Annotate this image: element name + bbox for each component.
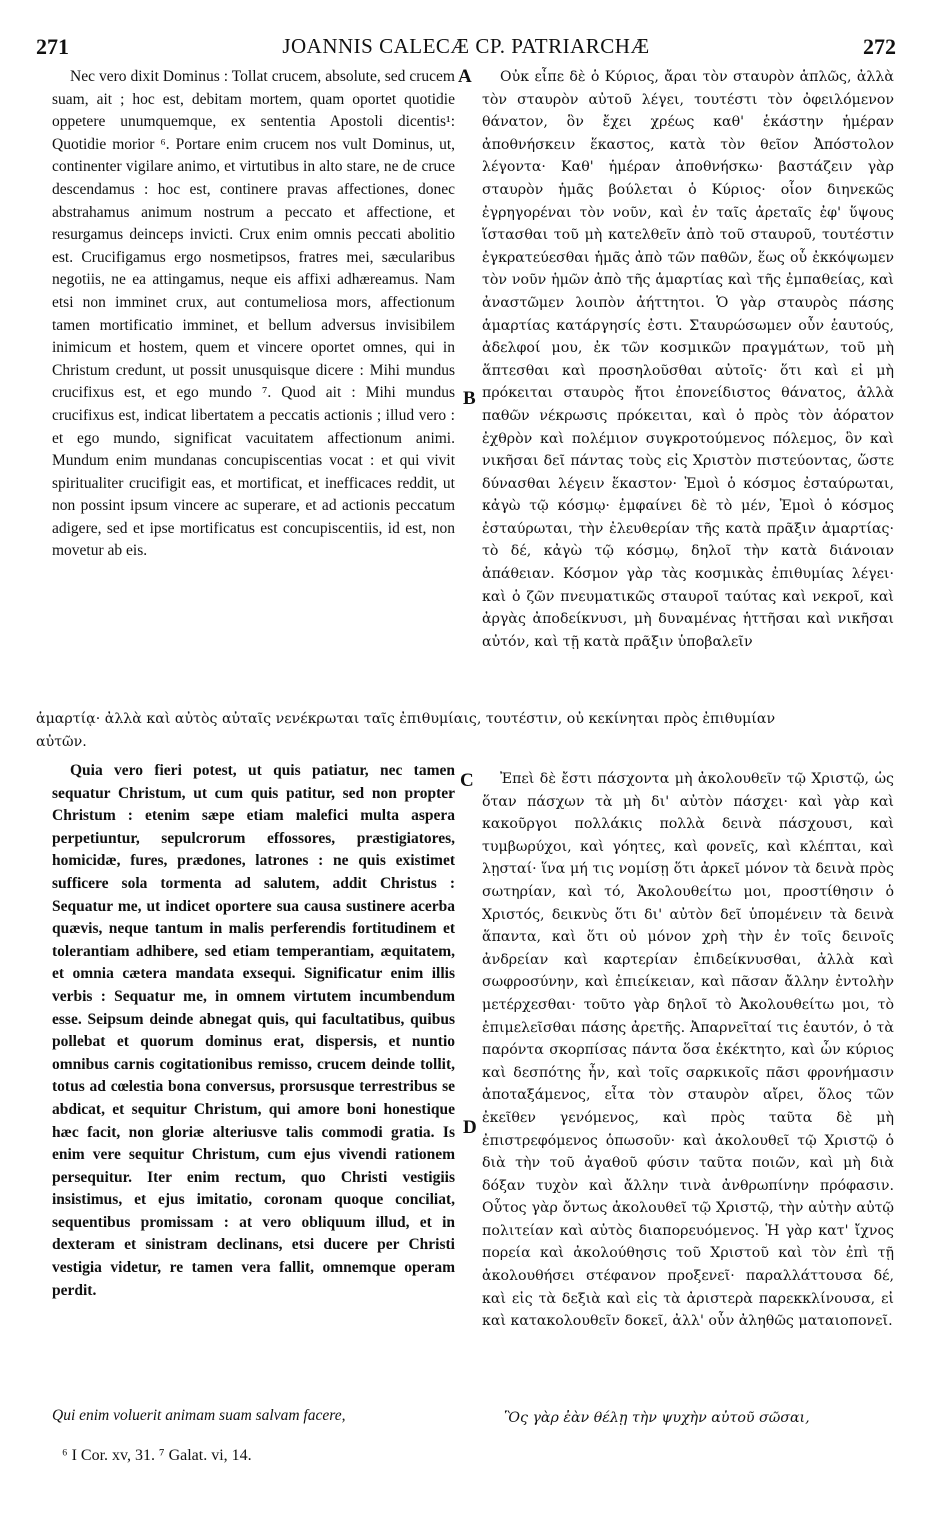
greek-last-line: Ὃς γὰρ ἐὰν θέλῃ τὴν ψυχὴν αὐτοῦ σῶσαι, [504, 1410, 810, 1426]
latin-paragraph-2: Quia vero fieri potest, ut quis patiatur, nec tamen sequatur Christum, ut cum quis patitur, sed non propter Christum : etenim sæpe etiam malefici multa aspera perpetiuntur, sepulcrorum effossores, præstigiatores, homicidæ, fures, prædones, latrones : ne quis existimet sufficere sola tormenta ad salutem, addit Christus : Sequatur me, ut indicet oportere sua causa sustinere acerba quævis, neque tantum in malis perferendis fortitudinem et tolerantiam adhibere, sed etiam temperantiam, æquitatem, et omnia cætera mandata exsequi. Significatur enim illis verbis : Sequatur me, in omnem virtutem incumbendum esse. Seipsum deinde abnegat quis, qui facultatibus, quibus pollebat et quorum dominus erat, dispersis, et nuntio omnibus carnis cogitationibus remisso, crucem deinde tollit, totus ad cœlestia bona conversus, prorsusque terrestribus se abdicat, et sequitur Christum, qui amore boni honestique hæc facit, non gloriæ alteriusve talis commodi gratia. Is enim vere sequitur Christum, cum ejus vivendi rationem persequitur. Iter enim rectum, quo Christi vestigiis insistimus, et ejus imitatio, coronam quoque conciliat, sequentibus promissam : at vero obliquum illud, et in dexteram et sinistram declinans, etsi ducere per Christi vestigia videtur, re tamen vera fallit, omnemque operam perdit. [52, 762, 455, 1299]
page-number-left: 271 [36, 34, 69, 59]
page-number-right: 272 [863, 34, 896, 59]
running-title: JOANNIS CALECÆ CP. PATRIARCHÆ [282, 34, 650, 58]
greek-column-bottom [482, 768, 894, 1403]
footnotes: ⁶ I Cor. xv, 31. ⁷ Galat. vi, 14. [62, 1447, 252, 1464]
greek-column-top [482, 66, 894, 706]
margin-marker-d: D [463, 1117, 477, 1138]
latin-last-line: Qui enim voluerit animam suam salvam facere, [52, 1407, 346, 1424]
greek-paragraph-1: Οὐκ εἶπε δὲ ὁ Κύριος, ἄραι τὸν σταυρὸν ἁπλῶς, ἀλλὰ τὸν σταυρὸν αὐτοῦ λέγει, τουτέστι τὸν ὀφειλόμενον θάνατον, ὃν ἔχει χρέως καθ' ἑκάστην ἡμέραν ἀποθνήσκειν ἕκαστος, κατὰ τὸν θεῖον Ἀπόστολον λέγοντα· Καθ' ἡμέραν ἀποθνήσκω· βαστάζειν γὰρ σταυρὸν ἡμᾶς βούλεται ὁ Κύριος· οἷον διηνεκῶς ἐγρηγορέναι τὸν νοῦν, καὶ ἐν ταῖς ἀρεταῖς ἐφ' ὕψους ἵστασθαι τοῦ μὴ κατελθεῖν ἀπὸ τοῦ σταυροῦ, τουτέστιν ἐγκρατεύεσθαι ἡμᾶς ἀπὸ τῶν παθῶν, ἕως οὗ ἐκκόψωμεν τὸν νοῦν ἡμῶν ἀπὸ τῆς ἁμαρτίας καὶ τῆς ἐμπαθείας, καὶ ἀναστῶμεν λοιπὸν ἀήττητοι. Ὁ γὰρ σταυρὸς πάσης ἁμαρτίας κατάργησίς ἐστι. Σταυρώσωμεν οὖν ἑαυτούς, ἀδελφοί μου, ἐκ τῶν κοσμικῶν πραγμάτων, τοῦ μὴ ἅπτεσθαι καὶ προσηλοῦσθαι αὐτοῖς· ὅτι καὶ εἰ μὴ πρόκειται σταυρὸς ἤτοι ἐπονείδιστος θάνατος, ἀλλὰ παθῶν νέκρωσις πρόκειται, καὶ ὁ πρὸς τὸν ἀόρατον ἐχθρὸν καὶ πολέμιον συγκροτούμενος πόλεμος, ὃν καὶ νικῆσαι δεῖ πάντας τοὺς εἰς Χριστὸν πιστεύοντας, ὥστε δύνασθαι λέγειν ἕκαστον· Ἐμοὶ ὁ κόσμος ἐσταύρωται, κἀγὼ τῷ κόσμῳ· ἐμφαίνει δὲ τὸ μέν, Ἐμοὶ ὁ κόσμος ἐσταύρωται, τὴν ἐλευθερίαν τῆς κατὰ πρᾶξιν ἁμαρτίας· τὸ δέ, κἀγὼ τῷ κόσμῳ, δηλοῖ τὴν κατὰ διάνοιαν ἀπάθειαν. Κόσμον γὰρ τὰς κοσμικὰς ἐπιθυμίας λέγει· καὶ ὁ ζῶν πνευματικῶς σταυροῖ ταύτας καὶ νεκροῖ, καὶ ἀργὰς ἀποδείκνυσι, μὴ δυναμένας ἡττῆσαι καὶ νικῆσαι αὐτόν, καὶ τῇ κατὰ πρᾶξιν ὑποβαλεῖν [482, 69, 894, 650]
greek-span-line-1: ἁμαρτίᾳ· ἀλλὰ καὶ αὐτὸς αὐταῖς νενέκρωται ταῖς ἐπιθυμίαις, τουτέστιν, οὐ κεκίνηται πρὸς ἐπιθυμίαν [36, 711, 776, 727]
running-header [36, 34, 896, 60]
latin-column-top [52, 66, 455, 706]
latin-paragraph-1: Nec vero dixit Dominus : Tollat crucem, absolute, sed crucem suam, ait ; hoc est, debitam mortem, quam oportet quotidie oppetere unumquemque, ex sententia Apostoli dicentis¹: Quotidie morior ⁶. Portare enim crucem nos vult Dominus, ut, continenter vigilare animo, et virtutibus in alto stare, ne de cruce descendamus : hoc est, continere pravas affectiones, donec abstrahamus animum nostrum a peccato et affectione, et resurgamus deinceps invicti. Crux enim omnis peccati abolitio est. Crucifigamus ergo nosmetipsos, fratres mei, sæcularibus negotiis, ne ea attingamus, neque eis affixi adhæreamus. Nam etsi non imminet crux, aut contumeliosa mors, affectionum tamen mortificatio imminet, et bellum adversus invisibilem inimicum et hostem, quem et vincere oportet omnes, qui in Christum credunt, ut possit unusquisque dicere : Mihi mundus crucifixus est, et ego mundo ⁷. Quod ait : Mihi mundus crucifixus est, indicat libertatem a peccatis actionis ; illud vero : et ego mundo, significat vacuitatem affectionum animi. Mundum enim mundanas concupiscentias vocat : et qui vivit spiritualiter crucifigit eas, et mortificat, et inefficaces reddit, ut non possint ipsum vincere ac superare, et ad actionis peccatum adigere, sed et ipse mortificatus est concupiscentiis, id est, non movetur ab eis. [52, 68, 455, 560]
margin-marker-a: A [458, 66, 472, 87]
greek-paragraph-2: Ἐπεὶ δὲ ἔστι πάσχοντα μὴ ἀκολουθεῖν τῷ Χριστῷ, ὡς ὅταν πάσχων τὰ μὴ δι' αὐτὸν πάσχει· καὶ γὰρ καὶ κακοῦργοι πολλάκις πολλὰ δεινὰ πάσχουσι, καὶ τυμβωρύχοι, καὶ γόητες, καὶ φονεῖς, καὶ κλέπται, καὶ λῃσταί· ἵνα μή τις νομίσῃ ὅτι ἀρκεῖ μόνον τὰ δεινὰ πρὸς σωτηρίαν, καὶ τό, Ἀκολουθείτω μοι, προστίθησιν ὁ Χριστός, δεικνὺς ὅτι δι' αὐτὸν δεῖ ὑπομένειν τὰ δεινὰ ἅπαντα, καὶ ὅτι οὐ μόνον χρὴ τὴν ἐν τοῖς δεινοῖς ἀνδρείαν καὶ καρτερίαν ἐπιδείκνυσθαι, ἀλλὰ καὶ σωφροσύνην, καὶ ἐπιείκειαν, καὶ πᾶσαν ἄλλην ἐντολὴν μετέρχεσθαι· τοῦτο γὰρ δηλοῖ τὸ Ἀκολουθείτω μοι, τὸ ἐπιμελεῖσθαι πάσης ἀρετῆς. Ἀπαρνεῖταί τις ἑαυτόν, ὁ τὰ παρόντα σκορπίσας πάντα ὅσα ἐκέκτητο, καὶ ὧν κύριος καὶ δεσπότης ἦν, καὶ τοῖς σαρκικοῖς πᾶσι φρονήμασιν ἀποταξάμενος, εἶτα τὸν σταυρὸν αἴρει, ὅλος τῶν ἐκεῖθεν γενόμενος, καὶ πρὸς ταῦτα δὲ μὴ ἐπιστρεφόμενος ὁπωσοῦν· καὶ ἀκολουθεῖ τῷ Χριστῷ ὁ διὰ τὴν τοῦ ἀγαθοῦ φύσιν ταῦτα ποιῶν, καὶ μὴ διὰ δόξαν τυχὸν καὶ ἄλλην τινὰ ἀνθρωπίνην πρόφασιν. Οὗτος γὰρ ὄντως ἀκολουθεῖ τῷ Χριστῷ, τὴν αὐτὴν αὐτῷ πολιτείαν καὶ αὐτὸς διαπορευόμενος. Ἡ γὰρ κατ' ἴχνος πορεία καὶ ἀκολούθησις τοῦ Χριστοῦ καὶ τὸν ἐπὶ τῇ ἀκολουθήσει στέφανον προξενεῖ· παραλλάττουσα δέ, καὶ εἰς τὰ δεξιὰ καὶ εἰς τὰ ἀριστερὰ παρεκκλίνουσα, εἰ καὶ κατακολουθεῖν δοκεῖ, ἀλλ' οὖν ἀληθῶς ματαιοπονεῖ. [482, 771, 894, 1330]
latin-column-bottom [52, 760, 455, 1405]
greek-span-line-2: αὐτῶν. [36, 734, 87, 750]
margin-marker-c: C [460, 770, 474, 791]
margin-marker-b: B [463, 388, 476, 409]
